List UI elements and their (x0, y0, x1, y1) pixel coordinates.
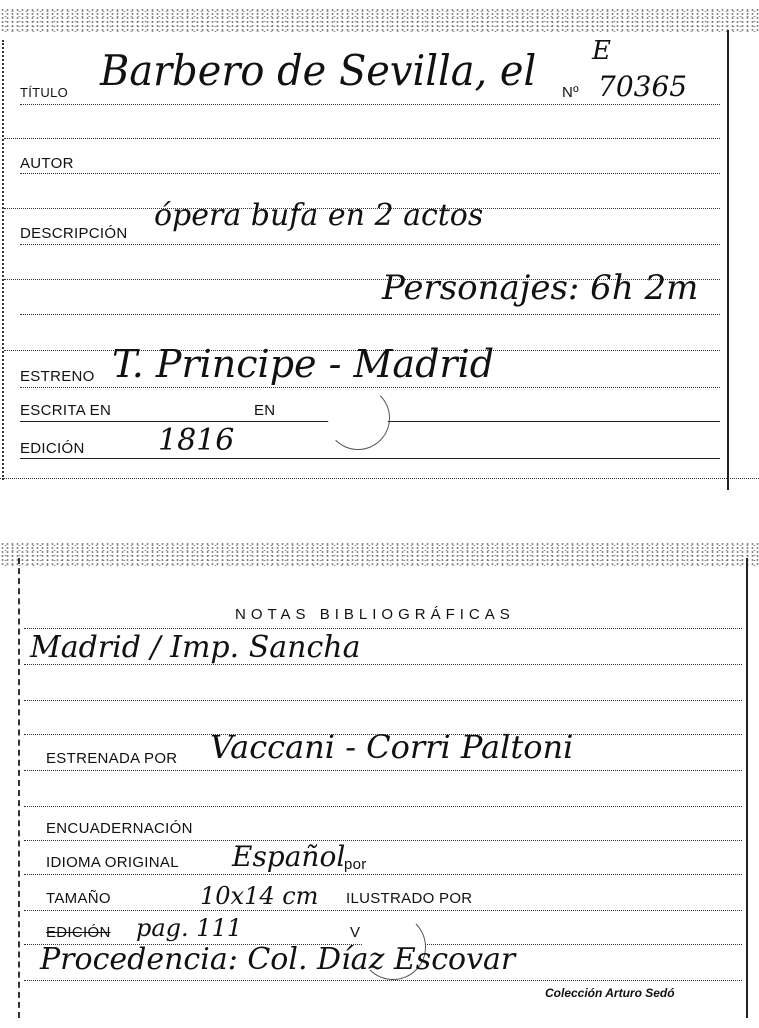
encuadernacion-label: ENCUADERNACIÓN (46, 820, 193, 837)
collection-credit: Colección Arturo Sedó (545, 986, 675, 1000)
v-label: V (350, 924, 361, 941)
descripcion-value: ópera bufa en 2 actos (154, 198, 484, 233)
notas-heading: NOTAS BIBLIOGRÁFICAS (235, 606, 515, 623)
numero-label: Nº (562, 84, 579, 101)
card-left-edge (2, 40, 6, 480)
rule (24, 700, 742, 701)
rule (20, 244, 720, 245)
idioma-value: Español (232, 840, 346, 873)
autor-label: AUTOR (20, 155, 74, 172)
tamano-value: 10x14 cm (200, 882, 319, 910)
personajes-value: Personajes: 6h 2m (382, 268, 699, 308)
edicion-value: 1816 (158, 423, 235, 458)
procedencia-value: Procedencia: Col. Díaz Escovar (40, 942, 516, 977)
card-bottom-edge-texture (0, 542, 759, 566)
rule (20, 458, 720, 459)
punch-hole-rim (326, 386, 390, 450)
edicion-page-value: pag. 111 (136, 914, 243, 942)
descripcion-label: DESCRIPCIÓN (20, 225, 128, 242)
idioma-label: IDIOMA ORIGINAL (46, 854, 179, 871)
card-bottom-edge (0, 478, 759, 479)
edicion-label: EDICIÓN (20, 440, 85, 457)
catalog-card-front (0, 0, 759, 492)
card-right-edge (727, 30, 729, 490)
rule (20, 314, 720, 315)
edicion-label-struck: EDICIÓN (46, 924, 111, 941)
estrenada-value: Vaccani - Corri Paltoni (210, 728, 574, 766)
rule (20, 104, 720, 105)
rule (24, 840, 742, 841)
rule (24, 770, 742, 771)
estreno-label: ESTRENO (20, 368, 95, 385)
catalog-card-back (0, 538, 759, 1028)
ilustrado-label: ILUSTRADO POR (346, 890, 473, 907)
rule (24, 806, 742, 807)
card-top-edge-texture (0, 8, 759, 32)
notas-value: Madrid / Imp. Sancha (30, 630, 361, 665)
titulo-value: Barbero de Sevilla, el (100, 46, 537, 95)
rule (24, 874, 742, 875)
rule (4, 138, 720, 139)
rule (20, 173, 720, 174)
rule (24, 910, 742, 911)
card-left-edge (18, 558, 22, 1018)
en-label: EN (254, 402, 276, 419)
rule (24, 628, 742, 629)
rule (24, 980, 742, 981)
tamano-label: TAMAÑO (46, 890, 111, 907)
rule (24, 664, 742, 665)
corner-mark: E (592, 36, 611, 66)
escrita-en-label: ESCRITA EN (20, 402, 112, 419)
titulo-label: TÍTULO (20, 85, 69, 100)
estreno-value: T. Principe - Madrid (112, 342, 495, 386)
estrenada-label: ESTRENADA POR (46, 750, 178, 767)
por-label: por (344, 856, 367, 873)
card-right-edge (746, 558, 748, 1018)
numero-value: 70365 (598, 70, 688, 103)
